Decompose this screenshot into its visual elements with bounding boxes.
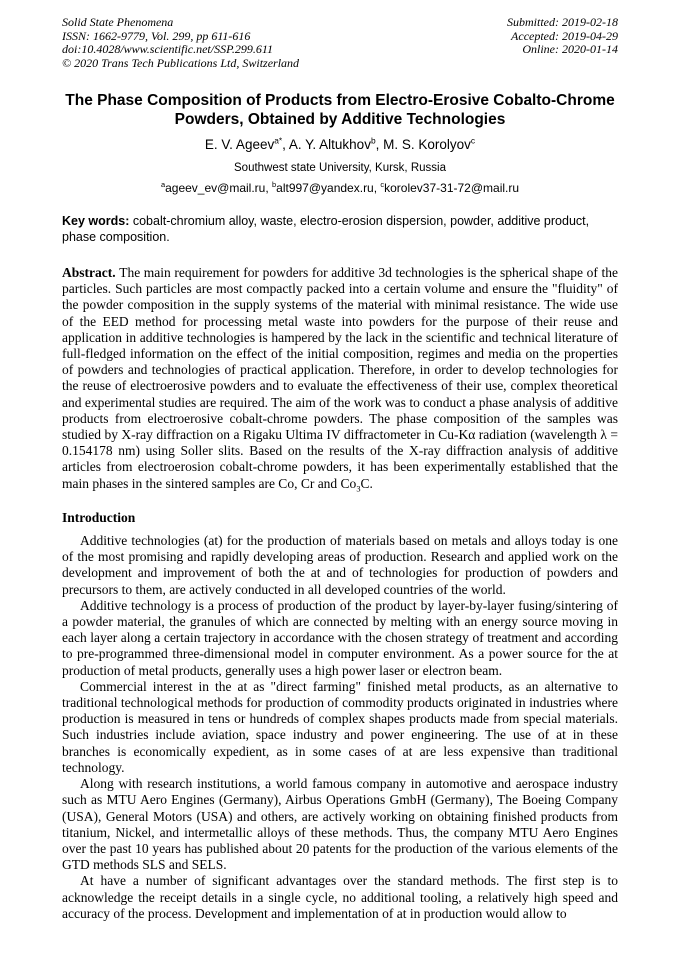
authors-line: E. V. Ageev$^{a*}$, A. Y. Altukhov$^b$, M. S. Korolyov$^c$ bbox=[204, 135, 476, 152]
paragraph-intro-1: Additive technologies (at) for the production of materials based on metals and alloys today is one of the most promising and rapidly developing areas of production. Research and applied work on the development and improvement of both the at and of technologies for production of powders and precursors to them, are actively conducted in all developed countries of the world. bbox=[62, 533, 618, 597]
journal-copyright: © 2020 Trans Tech Publications Ltd, Switzerland bbox=[62, 55, 300, 70]
submitted-date: Submitted: 2019-02-18 bbox=[507, 15, 618, 29]
abstract: Abstract. The main requirement for powders for additive 3d technologies is the spherical shape of the particles. Such particles are most compactly packed into a certain volume and ensure the "fluidity" of the powder composition in the supply systems of the material with minimal resistance. The wide use of the EED method for processing metal waste into powders for the purpose of their reuse and application in additive technologies is hampered by the lack in the scientific and technical literature of full-fledged information on the effect of the initial composition, regimes and media on the properties of powders and technologies of practical application. Therefore, in order to develop technologies for the reuse of electroerosive powders and to evaluate the effectiveness of their use, complex theoretical and experimental studies are required. The aim of the work was to conduct a phase analysis of additive products from electroerosive cobalt-chrome powders. The phase composition of the samples was studied by X-ray diffraction on a Rigaku Ultima IV diffractometer in Cu-Kα radiation (wavelength λ = 0.154178 nm) using Soller slits. Based on the results of the X-ray diffraction analysis of additive articles from electroerosion cobalt-chrome powders, it has been experimentally established that the main phases in the sintered samples are Co, Cr and $Co_3C$. bbox=[62, 265, 618, 494]
emails-line: $^a$ageev_ev@mail.ru, $^b$alt997@yandex.ru, $^c$korolev37-31-72@mail.ru bbox=[160, 180, 520, 195]
journal-info bbox=[62, 16, 299, 70]
journal-issn-volume: ISSN: 1662-9779, Vol. 299, pp 611-616 bbox=[62, 28, 251, 43]
paragraph-intro-3: Commercial interest in the at as "direct farming" finished metal products, as an alternative to traditional technological methods for production of commodity products originated in industries where production is measured in tens or hundreds of complex shapes products made from special materials. Such industries include aviation, space industry and power engineering. The use of at in these branches is economically expedient, as in some cases of at are less expensive than traditional technology. bbox=[62, 678, 618, 775]
accepted-date: Accepted: 2019-04-29 bbox=[511, 28, 618, 43]
submission-dates bbox=[507, 16, 618, 57]
journal-name: Solid State Phenomena bbox=[62, 15, 174, 29]
paragraph-intro-2: Additive technology is a process of production of the product by layer-by-layer fusing/sintering of a powder material, the granules of which are connected by melting with an energy source moving in each layer along a certain trajectory in accordance with the chosen strategy of treatment and according to pre-programmed three-dimensional model in computer environment. As a power source for the at production of metal products, generally uses a high power laser or electron beam. bbox=[62, 597, 618, 678]
journal-doi: doi:10.4028/www.scientific.net/SSP.299.611 bbox=[62, 42, 273, 56]
online-date: Online: 2020-01-14 bbox=[522, 42, 618, 56]
paper-title: The Phase Composition of Products from Electro-Erosive Cobalto-Chrome Powders, Obtained by Additive Technologies bbox=[65, 92, 615, 128]
keywords: Key words: cobalt-chromium alloy, waste, electro-erosion dispersion, powder, additive product, phase composition. bbox=[62, 214, 590, 244]
journal-header bbox=[62, 16, 618, 70]
paragraph-intro-5: At have a number of significant advantages over the standard methods. The first step is to acknowledge the receipt details in a single cycle, no additional tooling, a relatively high speed and accuracy of the process. Development and implementation of at in production would allow to bbox=[62, 873, 618, 921]
paragraph-intro-4: Along with research institutions, a world famous company in automotive and aerospace industry such as MTU Aero Engines (Germany), Airbus Operations GmbH (Germany), The Boeing Company (USA), General Motors (USA) and others, are actively working on obtaining finished products from titanium, Nickel, and intermetallic alloys of these methods. Thus, the company MTU Aero Engines over the past 10 years has published about 20 patents for the production of the various elements of the GTD methods SLS and SELS. bbox=[62, 776, 618, 873]
affiliation: Southwest state University, Kursk, Russia bbox=[234, 162, 446, 174]
section-heading-introduction: Introduction bbox=[62, 509, 136, 525]
